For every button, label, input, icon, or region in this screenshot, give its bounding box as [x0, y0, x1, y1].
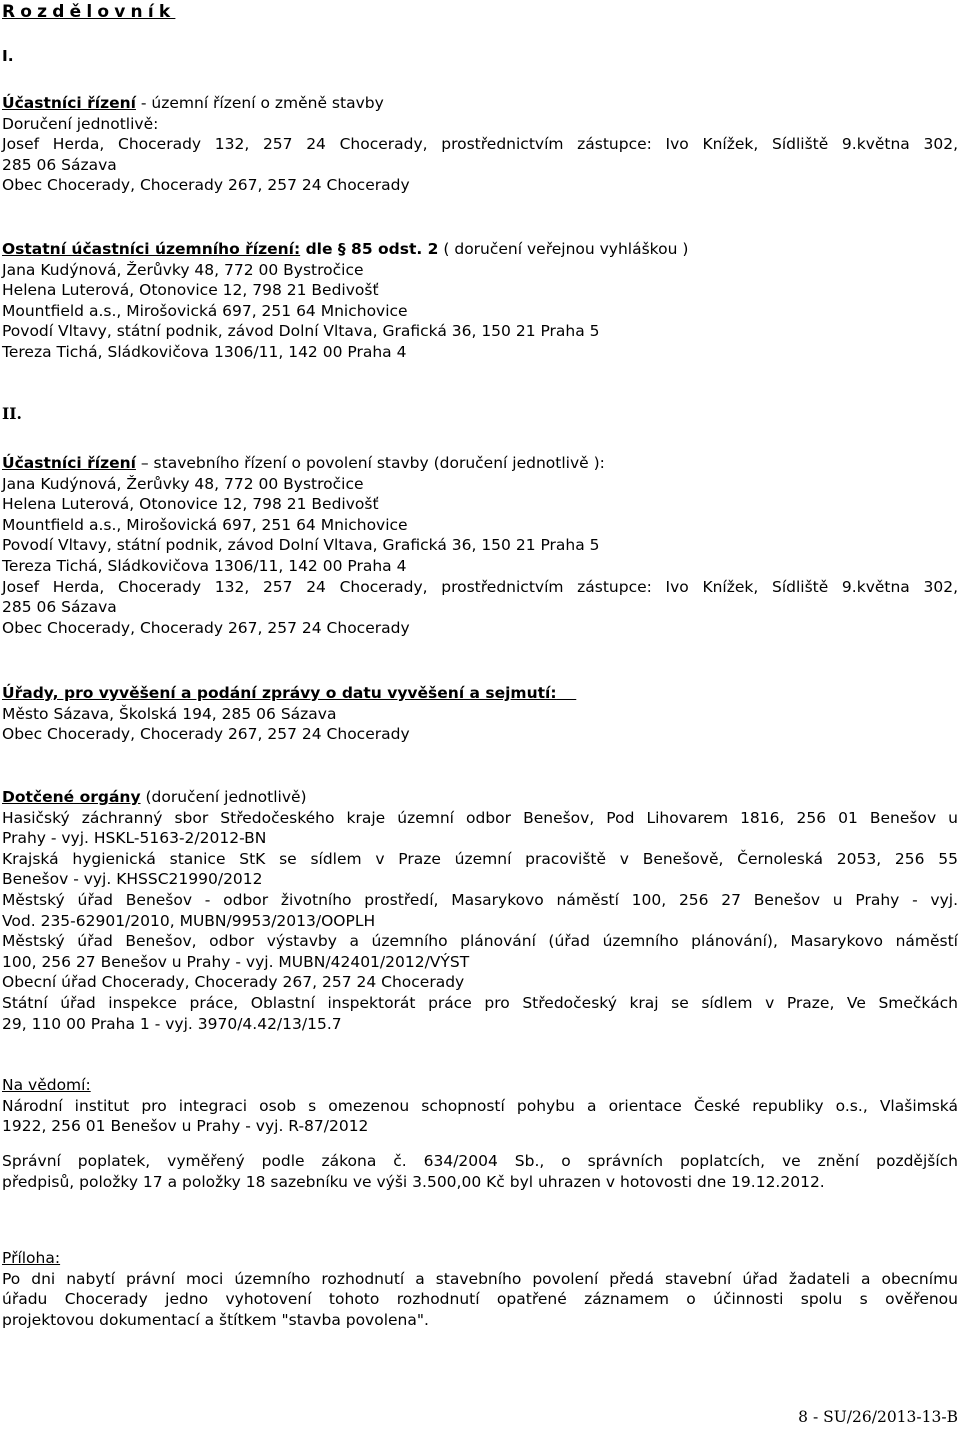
recipient-line: Národní institut pro integraci osob s omezenou schopností pohybu a orientace České republiky o.s., Vlašimská [2, 1096, 958, 1115]
recipient-line: Vod. 235-62901/2010, MUBN/9953/2013/OOPLH [2, 911, 376, 930]
recipient-line: Obecní úřad Chocerady, Chocerady 267, 257 24 Chocerady [2, 973, 465, 992]
participants-heading: Účastníci řízení – stavebního řízení o povolení stavby (doručení jednotlivě ): [2, 454, 605, 472]
recipient-line: Jana Kudýnová, Žerůvky 48, 772 00 Bystročice [2, 260, 364, 279]
document-reference-footer: 8 - SU/26/2013-13-B [798, 1408, 958, 1426]
authorities-heading: Dotčené orgány (doručení jednotlivě) [2, 788, 307, 806]
for-info-block [2, 1075, 958, 1137]
section-two-block [2, 453, 958, 638]
document-heading: Rozdělovník [2, 2, 176, 22]
recipient-line: Město Sázava, Školská 194, 285 06 Sázava [2, 704, 337, 723]
attachment-line: Po dni nabytí právní moci územního rozhodnutí a stavebního povolení předá stavební úřad žadateli a obecnímu [2, 1269, 958, 1288]
authorities-block [2, 787, 958, 1034]
recipient-line: Mountfield a.s., Mirošovická 697, 251 64 Mnichovice [2, 515, 408, 534]
fee-block [2, 1151, 958, 1192]
recipient-line: Tereza Tichá, Sládkovičova 1306/11, 142 00 Praha 4 [2, 342, 407, 361]
fee-line: předpisů, položky 17 a položky 18 sazebníku ve výši 3.500,00 Kč byl uhrazen v hotovosti dne 19.12.2012. [2, 1172, 825, 1191]
attachment-block [2, 1248, 958, 1330]
attachment-line: úřadu Chocerady jedno vyhotovení tohoto rozhodnutí opatřené záznamem o účinnosti spolu s ověřenou [2, 1290, 958, 1309]
recipient-line: 1922, 256 01 Benešov u Prahy - vyj. R-87/2012 [2, 1117, 369, 1136]
recipient-line: Helena Luterová, Otonovice 12, 798 21 Bedivošť [2, 495, 379, 514]
recipient-line: Hasičský záchranný sbor Středočeského kraje územní odbor Benešov, Pod Lihovarem 1816, 256 01 Benešov u [2, 808, 958, 827]
recipient-line: Helena Luterová, Otonovice 12, 798 21 Bedivošť [2, 281, 379, 300]
recipient-line: Obec Chocerady, Chocerady 267, 257 24 Chocerady [2, 725, 410, 744]
recipient-line: 29, 110 00 Praha 1 - vyj. 3970/4.42/13/15.7 [2, 1014, 342, 1033]
recipient-line: Jana Kudýnová, Žerůvky 48, 772 00 Bystročice [2, 474, 364, 493]
recipient-line: Povodí Vltavy, státní podnik, závod Dolní Vltava, Grafická 36, 150 21 Praha 5 [2, 322, 600, 341]
recipient-line: Josef Herda, Chocerady 132, 257 24 Chocerady, prostřednictvím zástupce: Ivo Knížek, Sídliště 9.května 302, [2, 577, 958, 596]
recipient-line: Městský úřad Benešov - odbor životního prostředí, Masarykovo náměstí 100, 256 27 Benešov u Prahy - vyj. [2, 890, 958, 909]
participants-heading: Účastníci řízení - územní řízení o změně stavby [2, 94, 384, 112]
recipient-line: Prahy - vyj. HSKL-5163-2/2012-BN [2, 829, 267, 848]
recipient-line: Státní úřad inspekce práce, Oblastní inspektorát práce pro Středočeský kraj se sídlem v Praze, Ve Smečkách [2, 993, 958, 1012]
recipient-line: Obec Chocerady, Chocerady 267, 257 24 Chocerady [2, 176, 410, 195]
other-participants-block [2, 239, 958, 363]
attachment-heading: Příloha: [2, 1249, 61, 1267]
section-one-block [2, 93, 958, 196]
recipient-line: Tereza Tichá, Sládkovičova 1306/11, 142 00 Praha 4 [2, 556, 407, 575]
recipient-line: Obec Chocerady, Chocerady 267, 257 24 Chocerady [2, 618, 410, 637]
attachment-line: projektovou dokumentací a štítkem "stavba povolena". [2, 1310, 429, 1329]
other-participants-heading: Ostatní účastníci územního řízení: dle § 85 odst. 2 ( doručení veřejnou vyhláškou ) [2, 240, 689, 258]
recipient-line: Povodí Vltavy, státní podnik, závod Dolní Vltava, Grafická 36, 150 21 Praha 5 [2, 536, 600, 555]
section-two-numeral: II. [2, 404, 22, 423]
recipient-line: Městský úřad Benešov, odbor výstavby a územního plánování (úřad územního plánování), Masarykovo náměstí [2, 932, 958, 951]
recipient-line: 285 06 Sázava [2, 598, 117, 617]
offices-heading: Úřady, pro vyvěšení a podání zprávy o datu vyvěšení a sejmutí: [2, 684, 557, 702]
section-one-numeral: I. [2, 47, 14, 65]
recipient-line: Josef Herda, Chocerady 132, 257 24 Chocerady, prostřednictvím zástupce: Ivo Knížek, Sídliště 9.května 302, [2, 135, 958, 154]
recipient-line: Benešov - vyj. KHSSC21990/2012 [2, 870, 263, 889]
recipient-line: Mountfield a.s., Mirošovická 697, 251 64 Mnichovice [2, 301, 408, 320]
fee-line: Správní poplatek, vyměřený podle zákona č. 634/2004 Sb., o správních poplatcích, ve znění pozdějších [2, 1152, 958, 1170]
for-info-heading: Na vědomí: [2, 1076, 91, 1094]
offices-block [2, 683, 958, 745]
delivery-note: Doručení jednotlivě: [2, 114, 159, 133]
recipient-line: 285 06 Sázava [2, 155, 117, 174]
recipient-line: Krajská hygienická stanice StK se sídlem v Praze územní pracoviště v Benešově, Černoleská 2053, 256 55 [2, 849, 958, 868]
recipient-line: 100, 256 27 Benešov u Prahy - vyj. MUBN/42401/2012/VÝST [2, 952, 470, 971]
